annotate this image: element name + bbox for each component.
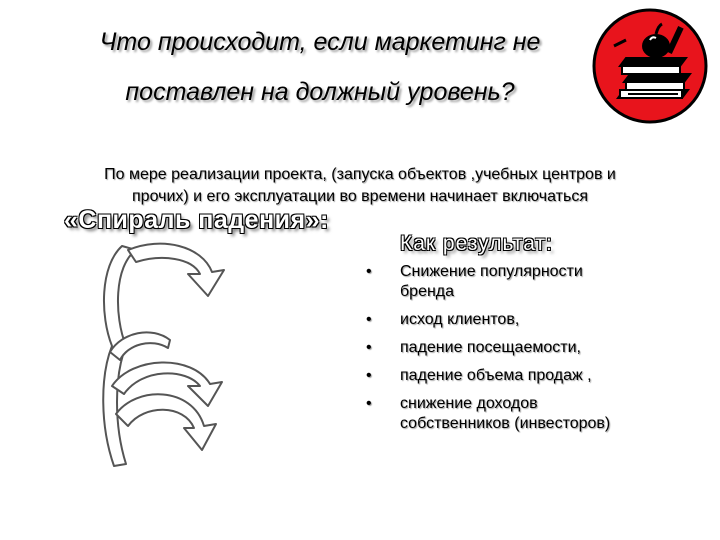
list-item xyxy=(366,366,686,386)
result-line: бренда xyxy=(400,283,455,300)
result-line: Снижение популярности xyxy=(400,263,583,280)
bullet-icon: • xyxy=(366,339,372,356)
results-list xyxy=(366,262,686,442)
bullet-icon: • xyxy=(366,263,372,280)
list-item xyxy=(366,310,686,330)
spiral-arrows-icon xyxy=(92,236,232,476)
result-heading: Как результат: xyxy=(400,232,553,255)
list-item xyxy=(366,394,686,434)
result-line: падение посещаемости, xyxy=(400,339,581,356)
title-line-2: поставлен на должный уровень? xyxy=(125,78,515,106)
intro-line-2: прочих) и его эксплуатации во времени начинает включаться xyxy=(132,188,588,205)
intro-text xyxy=(30,164,690,208)
list-item xyxy=(366,262,686,302)
bullet-icon: • xyxy=(366,395,372,412)
result-line: снижение доходов xyxy=(400,395,538,412)
intro-line-1: По мере реализации проекта, (запуска объектов ,учебных центров и xyxy=(104,166,616,183)
bullet-icon: • xyxy=(366,311,372,328)
result-line: собственников (инвесторов) xyxy=(400,415,611,432)
list-item xyxy=(366,338,686,358)
spiral-heading: «Спираль падения»: xyxy=(64,206,329,234)
result-line: исход клиентов, xyxy=(400,311,520,328)
bullet-icon: • xyxy=(366,367,372,384)
books-and-apple-icon xyxy=(590,6,710,126)
result-line: падение объема продаж , xyxy=(400,367,592,384)
title-line-1: Что происходит, если маркетинг не xyxy=(99,28,541,56)
